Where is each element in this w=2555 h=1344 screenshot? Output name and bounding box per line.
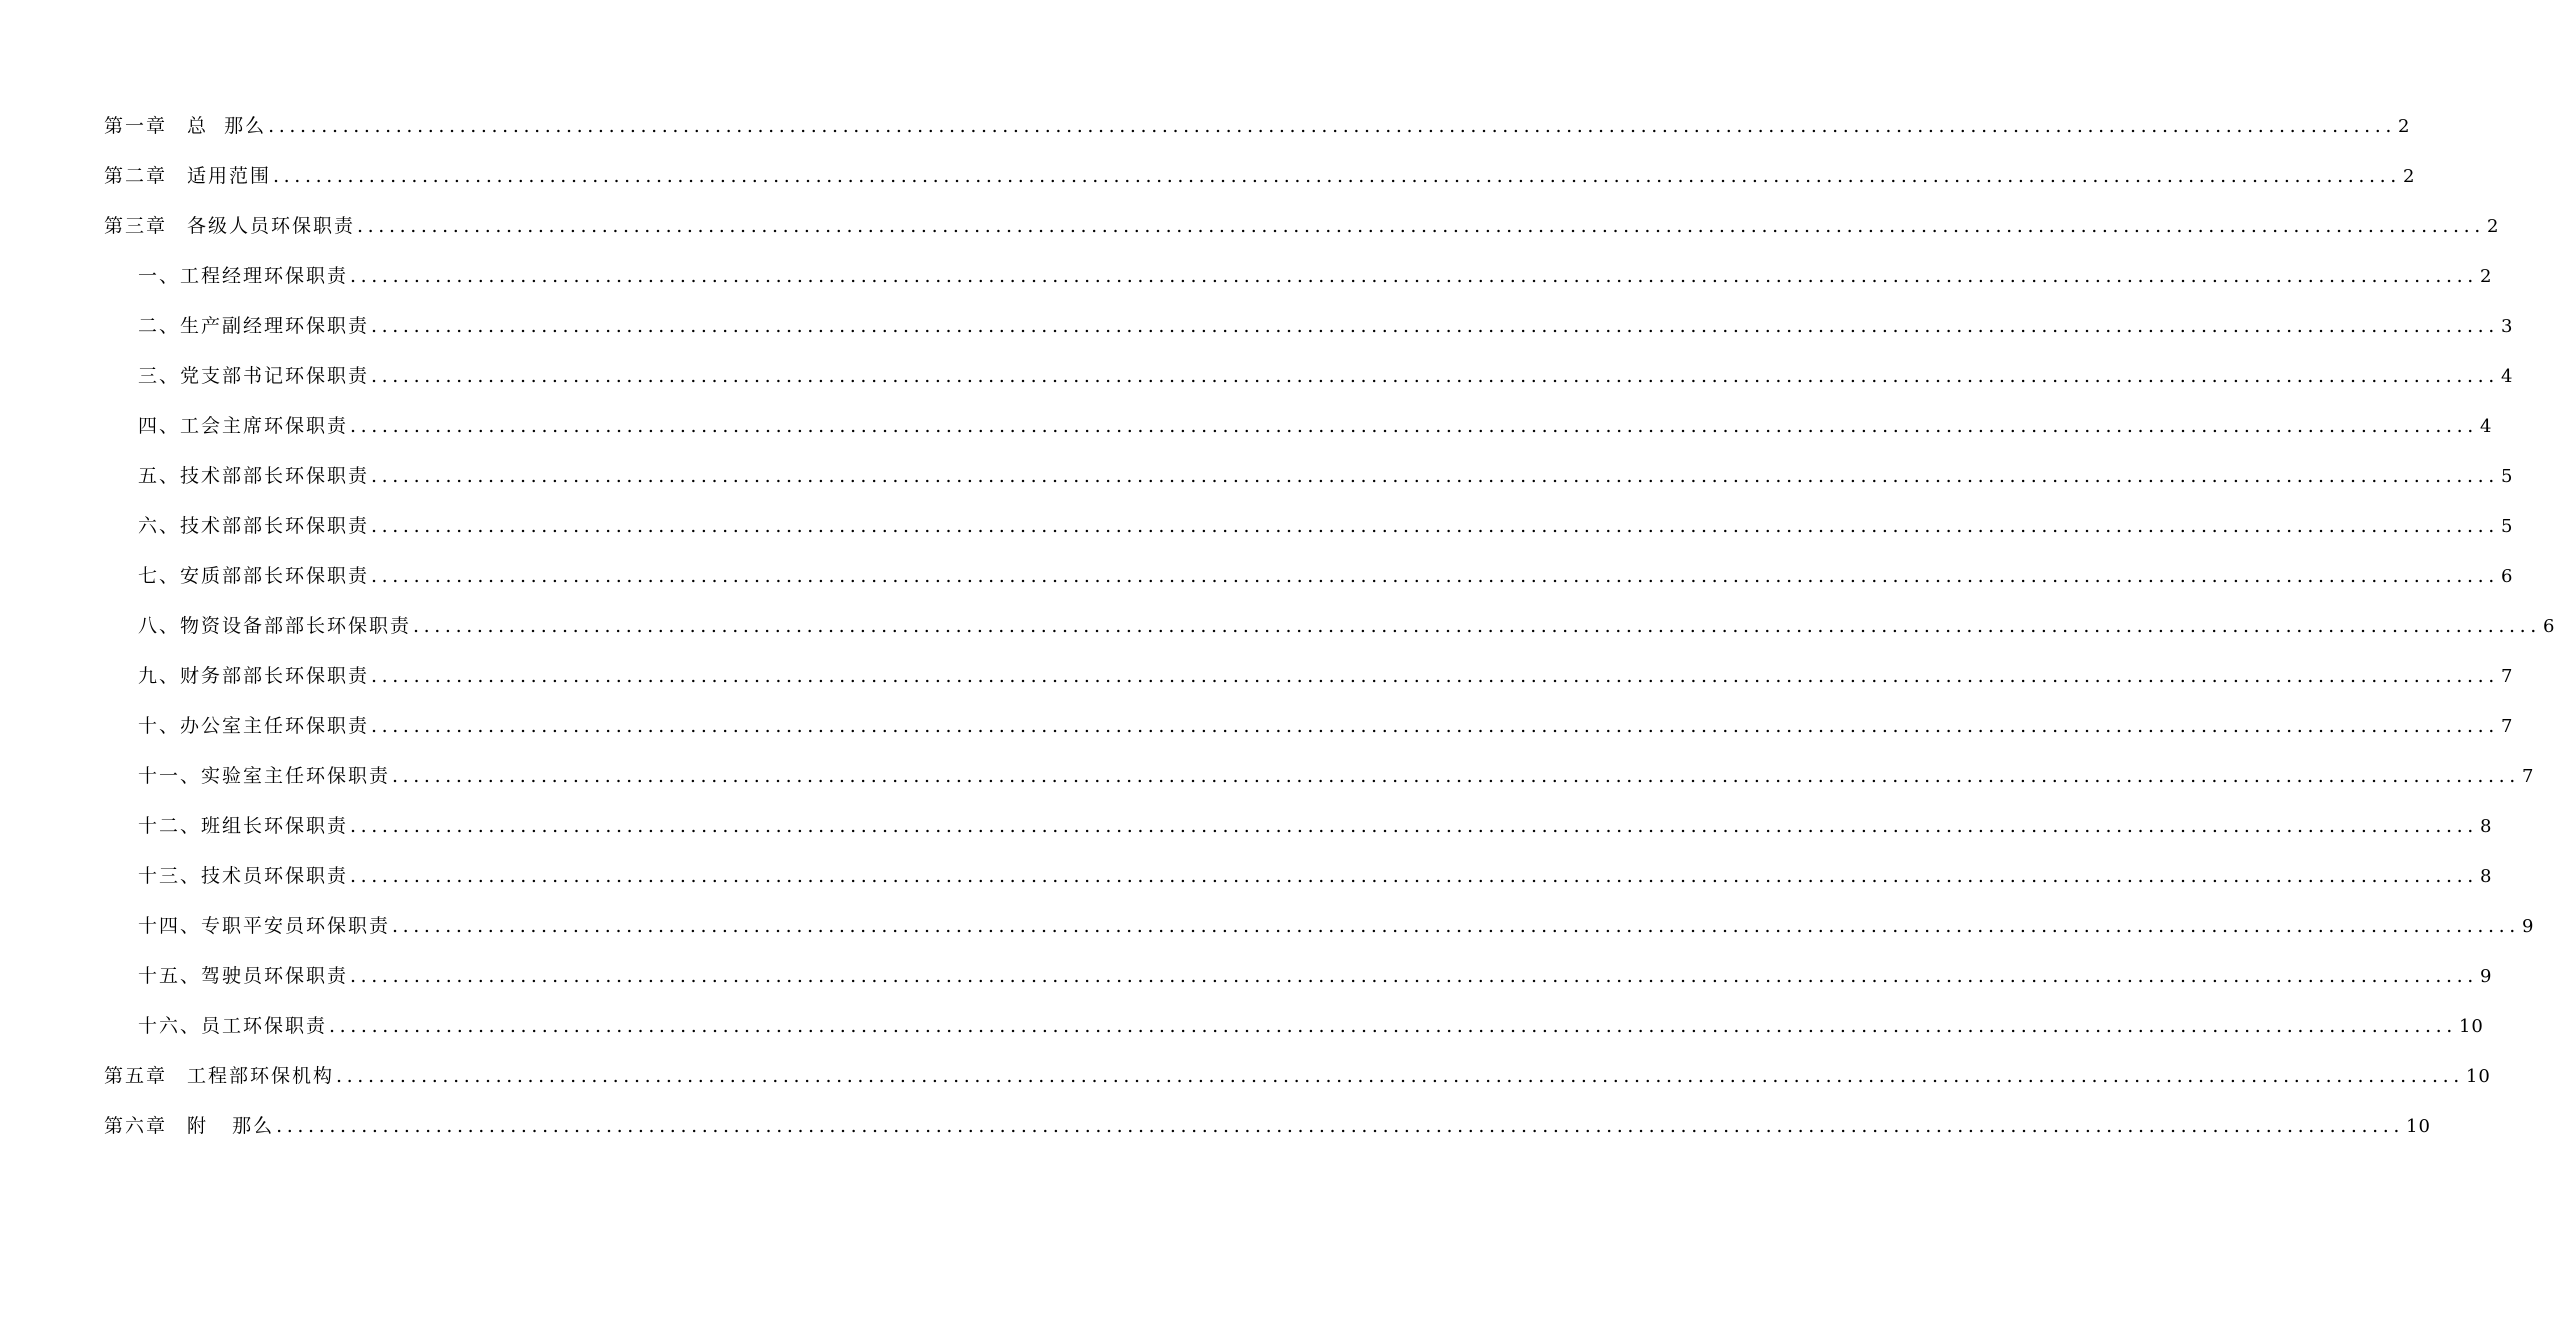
toc-entry-title: 十五、驾驶员环保职责 <box>138 965 349 987</box>
toc-dot-leader: ........................................................................................................................................................................................................ <box>371 465 2499 487</box>
toc-page-number: 9 <box>2521 916 2535 937</box>
toc-page-number: 8 <box>2479 816 2493 837</box>
toc-dot-leader: ........................................................................................................................................................................................................ <box>268 115 2397 137</box>
toc-dot-leader: ........................................................................................................................................................................................................ <box>392 765 2520 787</box>
toc-entry-section-7[interactable] <box>104 555 2514 605</box>
toc-dot-leader: ........................................................................................................................................................................................................ <box>371 365 2499 387</box>
toc-dot-leader: ........................................................................................................................................................................................................ <box>329 1015 2457 1037</box>
toc-page-number: 7 <box>2521 766 2535 787</box>
toc-entry-title: 十六、员工环保职责 <box>138 1015 328 1037</box>
toc-dot-leader: ........................................................................................................................................................................................................ <box>273 165 2401 187</box>
toc-dot-leader: ........................................................................................................................................................................................................ <box>371 515 2499 537</box>
toc-dot-leader: ........................................................................................................................................................................................................ <box>392 915 2520 937</box>
toc-entry-title: 十一、实验室主任环保职责 <box>138 765 391 787</box>
toc-entry-chapter-6[interactable] <box>104 1105 2431 1155</box>
toc-dot-leader: ........................................................................................................................................................................................................ <box>371 315 2499 337</box>
toc-page-number: 10 <box>2458 1016 2484 1037</box>
toc-entry-title: 十四、专职平安员环保职责 <box>138 915 391 937</box>
toc-page-number: 4 <box>2500 366 2514 387</box>
toc-dot-leader: ........................................................................................................................................................................................................ <box>371 665 2499 687</box>
toc-entry-title: 七、安质部部长环保职责 <box>138 565 370 587</box>
toc-page-number: 6 <box>2542 616 2555 637</box>
toc-entry-title: 八、物资设备部部长环保职责 <box>138 615 412 637</box>
toc-entry-chapter-3[interactable] <box>104 205 2500 255</box>
toc-entry-title: 九、财务部部长环保职责 <box>138 665 370 687</box>
toc-entry-section-6[interactable] <box>104 505 2514 555</box>
toc-entry-section-4[interactable] <box>104 405 2493 455</box>
toc-entry-title: 适用范围 <box>187 165 272 187</box>
toc-page-number: 7 <box>2500 716 2514 737</box>
toc-page-number: 7 <box>2500 666 2514 687</box>
toc-dot-leader: ........................................................................................................................................................................................................ <box>276 1115 2405 1137</box>
toc-entry-title: 工程部环保机构 <box>187 1065 335 1087</box>
toc-entry-title: 十二、班组长环保职责 <box>138 815 349 837</box>
toc-page-number: 2 <box>2479 266 2493 287</box>
toc-dot-leader: ........................................................................................................................................................................................................ <box>357 215 2485 237</box>
toc-chapter-number: 第三章 <box>104 215 168 237</box>
toc-dot-leader: ........................................................................................................................................................................................................ <box>413 615 2541 637</box>
toc-entry-chapter-5[interactable] <box>104 1055 2491 1105</box>
toc-entry-title: 各级人员环保职责 <box>187 215 356 237</box>
toc-entry-title: 总 那么 <box>187 115 267 137</box>
toc-entry-section-1[interactable] <box>104 255 2493 305</box>
toc-dot-leader: ........................................................................................................................................................................................................ <box>350 865 2478 887</box>
toc-page-number: 2 <box>2486 216 2500 237</box>
toc-entry-section-11[interactable] <box>104 755 2535 805</box>
toc-chapter-number: 第二章 <box>104 165 168 187</box>
toc-entry-title: 十三、技术员环保职责 <box>138 865 349 887</box>
toc-entry-chapter-2[interactable] <box>104 155 2416 205</box>
toc-entry-title: 十、办公室主任环保职责 <box>138 715 370 737</box>
toc-entry-section-3[interactable] <box>104 355 2514 405</box>
toc-entry-chapter-1[interactable] <box>104 105 2411 155</box>
toc-entry-title: 六、技术部部长环保职责 <box>138 515 370 537</box>
toc-dot-leader: ........................................................................................................................................................................................................ <box>350 415 2478 437</box>
toc-entry-title: 附 那么 <box>187 1115 275 1137</box>
toc-page-number: 5 <box>2500 466 2514 487</box>
toc-page-number: 2 <box>2402 166 2416 187</box>
toc-dot-leader: ........................................................................................................................................................................................................ <box>350 815 2478 837</box>
toc-dot-leader: ........................................................................................................................................................................................................ <box>350 965 2478 987</box>
toc-entry-title: 三、党支部书记环保职责 <box>138 365 370 387</box>
toc-entry-section-5[interactable] <box>104 455 2514 505</box>
toc-entry-title: 二、生产副经理环保职责 <box>138 315 370 337</box>
toc-entry-section-8[interactable] <box>104 605 2555 655</box>
toc-entry-section-14[interactable] <box>104 905 2535 955</box>
toc-dot-leader: ........................................................................................................................................................................................................ <box>371 715 2499 737</box>
toc-chapter-number: 第五章 <box>104 1065 168 1087</box>
toc-entry-section-15[interactable] <box>104 955 2493 1005</box>
toc-page-number: 5 <box>2500 516 2514 537</box>
toc-chapter-number: 第一章 <box>104 115 168 137</box>
toc-chapter-number: 第六章 <box>104 1115 168 1137</box>
toc-dot-leader: ........................................................................................................................................................................................................ <box>350 265 2478 287</box>
toc-page-number: 8 <box>2479 866 2493 887</box>
toc-entry-section-2[interactable] <box>104 305 2514 355</box>
toc-dot-leader: ........................................................................................................................................................................................................ <box>336 1065 2464 1087</box>
toc-entry-section-13[interactable] <box>104 855 2493 905</box>
toc-page-number: 10 <box>2465 1066 2491 1087</box>
toc-page-number: 2 <box>2398 116 2411 137</box>
toc-page-number: 6 <box>2500 566 2514 587</box>
table-of-contents <box>104 105 2555 1155</box>
toc-entry-section-16[interactable] <box>104 1005 2484 1055</box>
toc-page-number: 3 <box>2500 316 2514 337</box>
toc-page-number: 10 <box>2406 1116 2431 1137</box>
toc-entry-section-10[interactable] <box>104 705 2514 755</box>
toc-entry-title: 一、工程经理环保职责 <box>138 265 349 287</box>
toc-page-number: 4 <box>2479 416 2493 437</box>
toc-entry-title: 五、技术部部长环保职责 <box>138 465 370 487</box>
toc-page-number: 9 <box>2479 966 2493 987</box>
toc-entry-title: 四、工会主席环保职责 <box>138 415 349 437</box>
toc-entry-section-9[interactable] <box>104 655 2514 705</box>
toc-dot-leader: ........................................................................................................................................................................................................ <box>371 565 2499 587</box>
toc-entry-section-12[interactable] <box>104 805 2493 855</box>
